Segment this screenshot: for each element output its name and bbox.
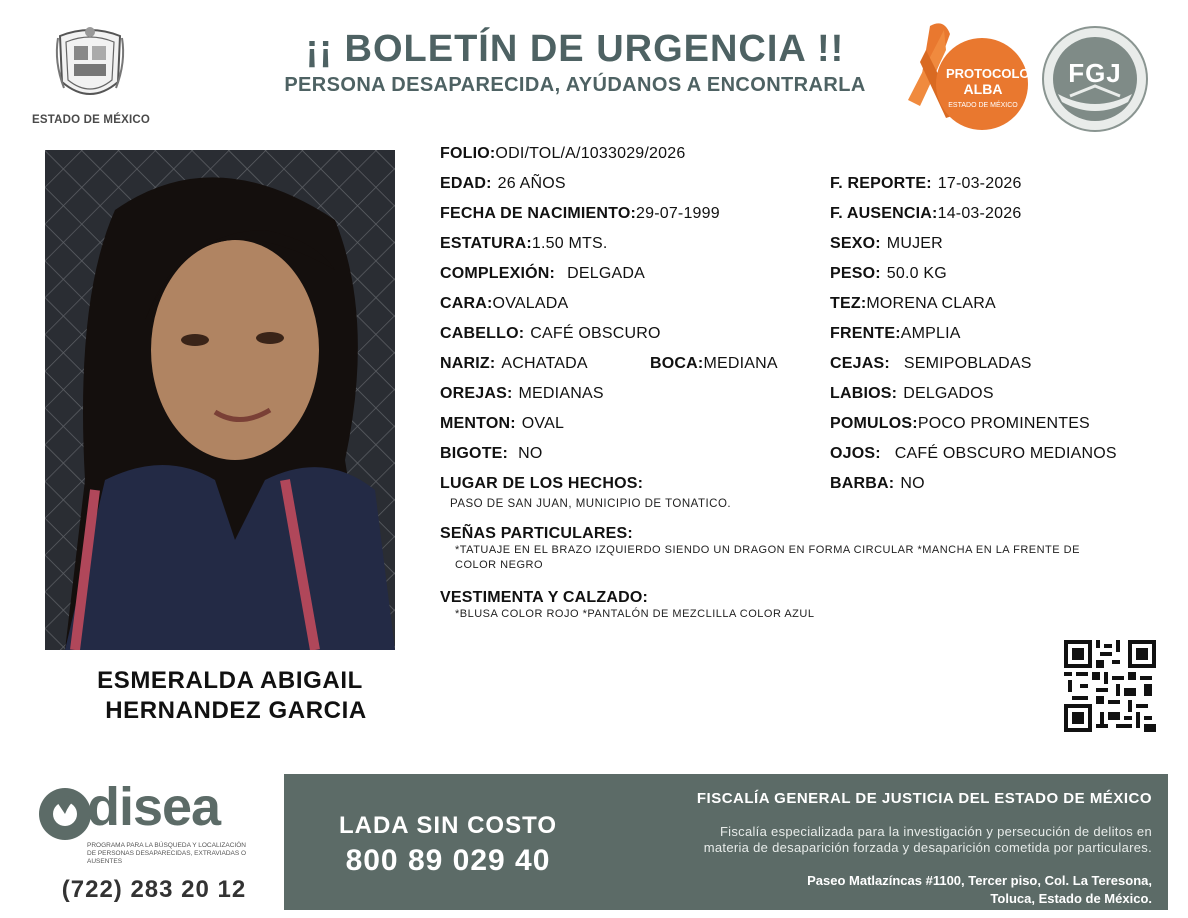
field-peso: PESO: 50.0 KG [830, 265, 947, 282]
alba-line1: PROTOCOLO [946, 66, 1030, 81]
senas-label: SEÑAS PARTICULARES: [440, 525, 633, 542]
field-complexion: COMPLEXIÓN: DELGADA [440, 265, 645, 282]
fgj-logo [1040, 24, 1150, 134]
field-f-reporte: F. REPORTE: 17-03-2026 [830, 175, 1022, 192]
fiscalia-title: FISCALÍA GENERAL DE JUSTICIA DEL ESTADO DE MÉXICO [696, 790, 1152, 807]
person-name-line1: ESMERALDA ABIGAIL [97, 667, 363, 694]
alba-line3: ESTADO DE MÉXICO [948, 102, 1018, 109]
lada-number[interactable]: 800 89 029 40 [345, 844, 551, 877]
field-bigote: BIGOTE: NO [440, 445, 543, 462]
state-label: ESTADO DE MÉXICO [32, 114, 150, 126]
field-pomulos: POMULOS:POCO PROMINENTES [830, 415, 1090, 432]
field-cejas: CEJAS: SEMIPOBLADAS [830, 355, 1032, 372]
field-nariz: NARIZ: ACHATADA [440, 355, 588, 372]
field-tez: TEZ:MORENA CLARA [830, 295, 996, 312]
lada-label: LADA SIN COSTO [338, 812, 557, 839]
odisea-phone[interactable]: (722) 283 20 12 [61, 876, 247, 903]
person-name [20, 666, 440, 726]
field-fecha-nacimiento: FECHA DE NACIMIENTO:29-07-1999 [440, 205, 720, 222]
protocolo-alba-logo [900, 20, 1032, 132]
fgj-text: FGJ [1068, 58, 1122, 88]
field-cabello: CABELLO: CAFÉ OBSCURO [440, 325, 661, 342]
field-edad: EDAD: 26 AÑOS [440, 175, 566, 192]
fiscalia-address: Paseo Matlazíncas #1100, Tercer piso, Col. La Teresona, Toluca, Estado de México. [807, 873, 1152, 906]
field-barba: BARBA: NO [830, 475, 925, 492]
vestimenta-label: VESTIMENTA Y CALZADO: [440, 589, 649, 606]
person-name-line2: HERNANDEZ GARCIA [105, 697, 367, 724]
missing-person-photo [45, 150, 395, 650]
estado-de-mexico-seal-icon [52, 22, 128, 108]
lugar-value: PASO DE SAN JUAN, MUNICIPIO DE TONATICO. [450, 498, 732, 510]
field-orejas: OREJAS: MEDIANAS [440, 385, 604, 402]
field-menton: MENTON: OVAL [440, 415, 565, 432]
bulletin-subtitle: PERSONA DESAPARECIDA, AYÚDANOS A ENCONTRARLA [284, 74, 866, 96]
vestimenta-value: *BLUSA COLOR ROJO *PANTALÓN DE MEZCLILLA COLOR AZUL [455, 608, 815, 620]
fiscalia-description: Fiscalía especializada para la investigación y persecución de delitos en materia de desaparición forzada y desaparición cometida por particulares. [703, 824, 1152, 855]
field-f-ausencia: F. AUSENCIA:14-03-2026 [830, 205, 1022, 222]
lugar-label: LUGAR DE LOS HECHOS: [440, 475, 644, 492]
odisea-logo [35, 777, 275, 872]
field-estatura: ESTATURA:1.50 MTS. [440, 235, 608, 252]
field-folio: FOLIO:ODI/TOL/A/1033029/2026 [440, 145, 686, 162]
field-boca: BOCA:MEDIANA [650, 355, 778, 372]
field-cara: CARA:OVALADA [440, 295, 569, 312]
senas-line1: *TATUAJE EN EL BRAZO IZQUIERDO SIENDO UN DRAGON EN FORMA CIRCULAR *MANCHA EN LA FRENTE DE [455, 544, 1080, 556]
field-frente: FRENTE:AMPLIA [830, 325, 961, 342]
bulletin-title: ¡¡ BOLETÍN DE URGENCIA !! [305, 28, 845, 70]
field-sexo: SEXO: MUJER [830, 235, 943, 252]
qr-code-icon[interactable] [1064, 640, 1156, 732]
field-labios: LABIOS: DELGADOS [830, 385, 994, 402]
odisea-caption: PROGRAMA PARA LA BÚSQUEDA Y LOCALIZACIÓN DE PERSONAS DESAPARECIDAS, EXTRAVIADAS O AUSENTES [87, 842, 247, 865]
field-ojos: OJOS: CAFÉ OBSCURO MEDIANOS [830, 445, 1117, 462]
senas-line2: COLOR NEGRO [455, 559, 544, 571]
alba-line2: ALBA [963, 81, 1003, 97]
odisea-word: disea [87, 777, 221, 837]
